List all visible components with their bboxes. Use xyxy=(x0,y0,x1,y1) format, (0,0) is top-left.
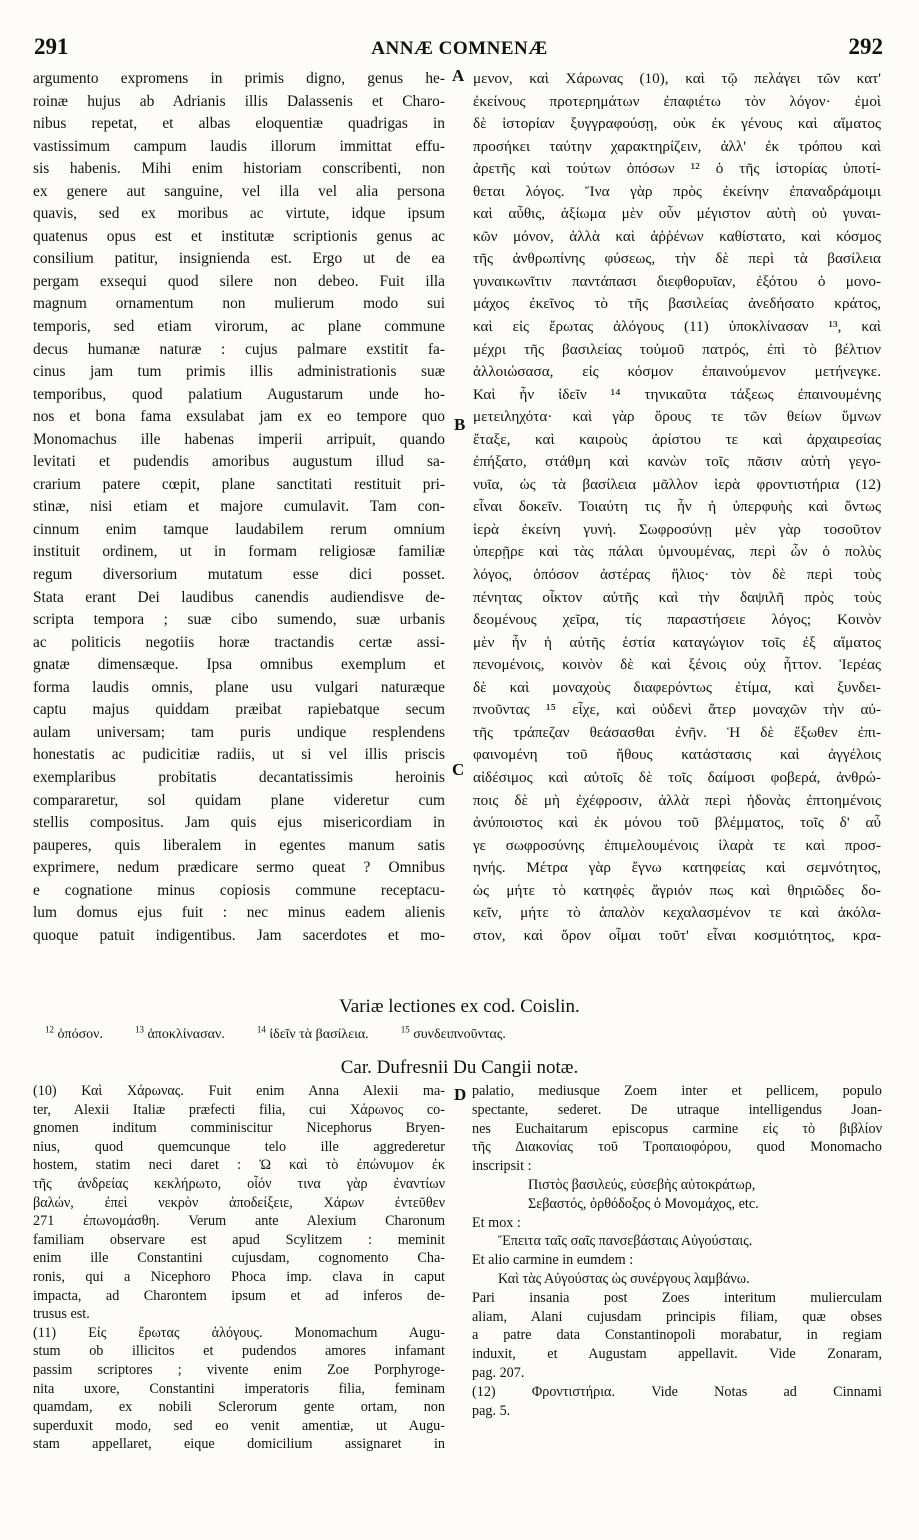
text-line: temporis, sed etiam virorum, ac plane commune xyxy=(33,318,445,336)
text-line: e cognatione minus copiosis commune receptacu- xyxy=(33,881,445,899)
variant-number: 14 xyxy=(256,1024,266,1034)
section-marker-a: A xyxy=(452,66,465,85)
variant-reading xyxy=(134,1024,225,1042)
text-line: κεῖν, μήτε τὸ ἁπαλὸν κεχαλασμένον τε καὶ ἀκόλα- xyxy=(473,904,881,922)
text-line: quavis, sed ex moribus ac virtute, idque ipsum xyxy=(33,205,445,223)
variant-text: ἀποκλίνασαν. xyxy=(147,1026,225,1042)
note-line: Et alio carmine in eumdem : xyxy=(472,1252,634,1269)
text-line: τῆς τράπεζαν θεάσασθαι ἐνῆν. Ἡ δὲ ἔξωθεν ἐπι- xyxy=(473,723,881,741)
text-line: γε σωφροσύνης ἐπιμελουμένοις ἱλαρὰ τε καὶ προσ- xyxy=(473,836,881,854)
note-line: nita uxore, Constantini imperatoris filia, feminam xyxy=(33,1380,445,1397)
text-line: instituit ordinem, ut in formam religiosæ familiæ xyxy=(33,543,445,561)
text-line: compararetur, sol quidam plane videretur cum xyxy=(33,791,445,809)
latin-text-column xyxy=(33,68,445,947)
text-line: roinæ hujus ab Adrianis illis Dalassenis et Charo- xyxy=(33,92,445,110)
text-line: ὡς μήτε τὸ κατηφὲς ἄγριόν πως καὶ θηριῶδες δο- xyxy=(473,881,881,899)
text-line: lum domus ejus fuit : nec minus eadem alienis xyxy=(33,904,445,922)
text-line: πένητας οἶκτον αὐτῆς καὶ τὴν δαψιλῆ πρὸς τοὺς xyxy=(473,588,881,606)
note-line: ter, Alexii Italiæ præfecti filia, cui Χάρωνος co- xyxy=(33,1101,445,1118)
note-line: quamdam, ex nobili Sclerorum gente ortam, non xyxy=(33,1399,445,1416)
text-line: λόγος, ὁπόσον ἀστέρας ἥλιος· τὸν δὲ περὶ τοὺς xyxy=(473,566,881,584)
text-line: argumento expromens in primis digno, genus he- xyxy=(33,70,445,87)
note-line: passim scriptores ; vivente enim Zoe Porphyroge- xyxy=(33,1361,445,1378)
text-line: pauperes, quis liberalem in egentes manum satis xyxy=(33,836,445,854)
note-line: pag. 5. xyxy=(472,1402,511,1419)
notes-heading: Car. Dufresnii Du Cangii notæ. xyxy=(340,1057,579,1078)
text-line: stellis compositus. Jam quis ejus misericordiam in xyxy=(33,814,445,832)
text-line: scripta tempora ; suæ cibo sumendo, suæ urbanis xyxy=(33,611,445,629)
text-line: honestatis ac pudicitiæ radiis, ut si vel illis priscis xyxy=(33,746,445,764)
text-line: μάχος ἐκεῖνος τὸ τῆς βασιλείας ἀνεδήσατο κράτος, xyxy=(473,295,881,313)
note-line: superduxit modo, sed eo venit amentiæ, ut Augu- xyxy=(33,1417,445,1434)
note-line: a patre data Constantinopoli morabatur, in regiam xyxy=(472,1327,882,1344)
note-line: gnomen inditum comminiscitur Nicephorus Bryen- xyxy=(33,1120,445,1137)
text-line: quoque patuit indigentibus. Jam sacerdotes et mo- xyxy=(33,926,445,944)
text-line: καὶ εἰς ἔρωτας ἀλόγους (11) ὑποκλίνασαν ¹³, καὶ xyxy=(473,318,881,336)
text-line: nos et bona fama exsulabat jam ex eo tempore quo xyxy=(33,408,445,426)
text-line: magnum ornamentum non mulierum modo sui xyxy=(33,295,445,313)
text-line: μὲν ἦν ἡ αὐτῆς ἑστία καταγώγιον τοῖς ἐξ αἵματος xyxy=(473,633,881,651)
text-line: Stata erant Dei laudibus canendis audiendisve de- xyxy=(33,588,445,606)
text-line: aulam universam; tam puris undique resplendens xyxy=(33,723,445,741)
text-line: decus humanæ naturæ : cujus palmare exstitit fa- xyxy=(33,340,445,358)
text-line: crarium patere cœpit, plane sanctitati restituit pri- xyxy=(33,475,445,493)
text-line: θεται λόγος. Ἵνα γὰρ πρὸς ἐκείνην ἐπαναδράμοιμι xyxy=(473,182,881,200)
text-line: ἐκείνους προτερημάτων ἐπαφιέτω τὸν λόγον· ἐμοὶ xyxy=(473,92,881,110)
variant-reading xyxy=(400,1024,506,1042)
text-line: ex genere aut sanguine, vel illa vel alia persona xyxy=(33,182,445,200)
note-line: (11) Εἰς ἔρωτας ἀλόγους. Monomachum Augu- xyxy=(33,1324,445,1341)
text-line: δὲ καὶ μοναχοὺς διαφερόντως ἐτίμα, καὶ ξυνδει- xyxy=(473,678,881,696)
text-line: pergam exsequi quod silere non debeo. Fuit illa xyxy=(33,272,445,290)
text-line: γυναικωνῖτιν παντάπασι διεφθορυῖαν, ἐξότου ὁ μονο- xyxy=(473,272,881,290)
note-line: τῆς Διακονίας τοῦ Τροπαιοφόρου, quod Monomacho xyxy=(472,1139,882,1156)
text-line: captu majus quiddam præibat rapiebatque secum xyxy=(33,701,445,719)
text-line: δὲ ἱστορίαν ξυγγραφούσῃ, οὐκ ἐκ γένους καὶ αἵματος xyxy=(473,115,881,133)
note-line: Ἔπειτα ταῖς σαῖς πανσεβάσταις Αὐγούσταις. xyxy=(498,1233,753,1250)
text-line: καὶ αὖθις, ἀξίωμα μὲν οὖν μέγιστον αὐτὴ οὐ γυναι- xyxy=(473,205,881,223)
note-line: trusus est. xyxy=(33,1306,90,1323)
running-title: ANNÆ COMNENÆ xyxy=(371,38,548,59)
notes-left-column xyxy=(33,1082,445,1454)
text-line: ἀρετῆς καὶ τούτων ὁπόσων ¹² ὁ τῆς ἱστορίας ὑποτί- xyxy=(473,160,881,178)
text-line: δεομένους χεῖρα, τίς παραστήσειε λόγος; Κοινὸν xyxy=(473,611,881,629)
text-line: gnatæ dimensæque. Ipsa omnibus exemplum et xyxy=(33,656,445,674)
text-line: στον, καὶ ὅρον οἶμαι τοῦτ' εἶναι κοσμιότητος, κρα- xyxy=(473,926,881,944)
variant-number: 12 xyxy=(45,1024,54,1034)
section-marker-d: D xyxy=(454,1085,467,1104)
note-line: hostem, statim neci daret : Ὡ καὶ τὸ ἐπώνυμον ἐκ xyxy=(33,1157,445,1174)
text-line: consilium patitur, insignienda est. Ergo ut de ea xyxy=(33,250,445,268)
text-line: stinæ, nisi etiam et majore cumulavit. Tam con- xyxy=(33,498,445,516)
page-header xyxy=(30,34,889,64)
variant-text: συνδειπνοῦντας. xyxy=(413,1026,506,1042)
text-line: cinus jam tum primis illis administrationis suæ xyxy=(33,363,445,381)
note-line: βαλών, ἐπεὶ νεκρὸν ἀποδείξειε, Χάρων ἐντεῦθεν xyxy=(33,1194,445,1211)
text-line: ἀλλοιώσασα, εἰς κόσμον ἐπαινούμενον μετήνεγκε. xyxy=(473,363,881,381)
text-line: τῆς ἀνθρωπίνης φύσεως, τὴν δὲ περὶ τὰ βασίλεια xyxy=(473,250,881,268)
text-line: exprimere, nedum prædicare sermo queat ? Omnibus xyxy=(33,859,445,877)
text-line: εἶναι δοκεῖν. Τοιαύτη τις ἦν ἡ ὑπερφυὴς καὶ ὄντως xyxy=(473,498,881,516)
variant-text: ὁπόσον. xyxy=(57,1026,103,1042)
variant-text: ἰδεῖν τὰ βασίλεια. xyxy=(269,1026,369,1042)
text-line: regum diversorium mutatum esse dici posset. xyxy=(33,566,445,584)
section-marker-b: B xyxy=(454,415,466,434)
text-line: φαινομένη τοῦ ἤθους κατάστασις καὶ ἀγγέλοις xyxy=(473,746,881,764)
variae-lectiones-heading: Variæ lectiones ex cod. Coislin. xyxy=(339,996,580,1017)
note-line: nes Euchaitarum episcopus carmine εἰς τὸ βιβλίον xyxy=(472,1120,882,1137)
greek-text-column xyxy=(473,68,881,947)
text-line: ἔταξε, καὶ καιροὺς ἀρίστου τε καὶ ἀρχαιρεσίας xyxy=(473,430,881,448)
note-line: induxit, et Augustam appellavit. Vide Zonaram, xyxy=(472,1346,882,1363)
note-line: Πιστὸς βασιλεύς, εὐσεβὴς αὐτοκράτωρ, xyxy=(528,1176,756,1193)
note-line: familiam observare est apud Scylitzem : meminit xyxy=(33,1231,445,1248)
text-line: πνοῦντας ¹⁵ εἶχε, καὶ οὐδενὶ ἄτερ μοναχῶν τὴν αὐ- xyxy=(473,701,881,719)
variant-reading xyxy=(256,1024,369,1042)
text-line: ἱερὰ ἐκείνη γυνή. Σωφροσύνῃ μὲν γὰρ τοσοῦτον xyxy=(473,520,881,538)
text-line: ὑπερῇρε καὶ τὰς πάλαι ὑμνουμένας, περὶ ὧν ὁ πολὺς xyxy=(473,543,881,561)
note-line: aliam, Alani cujusdam principis filiam, quæ obses xyxy=(472,1308,882,1325)
text-line: νυῖα, ὡς τὰ βασίλεια μᾶλλον ἱερὰ φροντιστήρια (12) xyxy=(473,475,881,493)
section-marker-c: C xyxy=(452,760,465,779)
text-line: vastissimum campum laudis illorum immittat effu- xyxy=(33,137,445,155)
notes-right-column xyxy=(472,1082,882,1420)
text-line: μετειληχότα· καὶ γὰρ ὅρους τε τῶν θείων ὕμνων xyxy=(473,408,881,426)
note-line: inscripsit : xyxy=(472,1158,532,1175)
note-line: pag. 207. xyxy=(472,1364,525,1381)
text-line: exemplaribus probitatis decantatissimis heroinis xyxy=(33,768,445,786)
text-line: ac politicis negotiis horæ tractandis certæ assi- xyxy=(33,633,445,651)
text-line: κῶν μόνον, ἀλλὰ καὶ ἀῤῥένων καθίστατο, καὶ κόσμος xyxy=(473,227,881,245)
text-line: Monomachus ille habenas imperii arripuit, quando xyxy=(33,430,445,448)
text-line: cinnum enim tamque laudabilem rerum omnium xyxy=(33,520,445,538)
note-line: 271 ἐπωνομάσθη. Verum ante Alexium Charonum xyxy=(33,1213,445,1230)
text-line: nibus repetat, et albas eloquentiæ quadrigas in xyxy=(33,115,445,133)
page-number-right: 292 xyxy=(848,34,883,59)
text-line: προσήκει ταύτην χαρακτηρίζειν, ἀλλ' ἐκ τρόπου καὶ xyxy=(473,137,881,155)
note-line: Et mox : xyxy=(472,1214,521,1231)
note-line: stam appellaret, eique domicilium assignaret in xyxy=(33,1436,445,1453)
note-line: spectante, sederet. De utraque intelligendus Joan- xyxy=(472,1101,882,1118)
text-line: quatenus opus est et institutæ scriptionis genus ac xyxy=(33,227,445,245)
text-line: ηνής. Μέτρα γὰρ ἔγνω κατηφείας καὶ σεμνότητος, xyxy=(473,859,881,877)
note-line: ronis, qui a Nicephoro Phoca imp. clava in caput xyxy=(33,1268,445,1285)
note-line: impacta, ad Charontem ipsum et ad inferos de- xyxy=(33,1287,445,1304)
text-line: αἰδέσιμος καὶ αὐτοῖς δὲ τοῖς δαίμοσι φοβερά, ἀνθρώ- xyxy=(473,768,881,786)
text-line: ἐπήξατο, στάθμη καὶ κανὼν τοῖς πᾶσιν αὐτὴ γεγο- xyxy=(473,453,881,471)
note-line: Καὶ τὰς Αὐγούστας ὡς συνέργους λαμβάνω. xyxy=(498,1270,750,1287)
note-line: Pari insania post Zoes interitum mulierculam xyxy=(472,1289,882,1306)
text-line: ἀνύποιστος καὶ ἐκ μόνου τοῦ βλέμματος, τοῖς δ' αὖ xyxy=(473,814,881,832)
text-line: sis habenis. Mihi enim historiam conscribenti, non xyxy=(33,160,445,178)
text-line: forma laudis omnis, plane usu vulgari naturæque xyxy=(33,678,445,696)
text-line: ποις δὲ μὴ ἐχέφροσιν, ἀλλὰ περὶ ἡδονὰς ἐπτοημένοις xyxy=(473,791,881,809)
text-line: levitati et pudendis amoribus augustum illud sa- xyxy=(33,453,445,471)
note-line: enim ille Constantini cujusdam, cognomento Cha- xyxy=(33,1250,445,1267)
note-line: stum ob illicitos et pudendos amores infamant xyxy=(33,1343,445,1360)
text-line: μέχρι τῆς βασιλείας τοὐμοῦ πατρός, ἐπὶ τὸ βέλτιον xyxy=(473,340,881,358)
note-line: nius, quod quemcunque telo ille aggrederetur xyxy=(33,1138,445,1155)
text-line: temporibus, quod palatium Augustarum unde ho- xyxy=(33,385,445,403)
note-line: (10) Καὶ Χάρωνας. Fuit enim Anna Alexii ma- xyxy=(33,1083,445,1099)
text-line: μενον, καὶ Χάρωνας (10), καὶ τῷ πελάγει τῶν κατ' xyxy=(473,70,881,87)
variant-number: 15 xyxy=(400,1024,410,1034)
variant-readings xyxy=(45,1024,865,1043)
note-line: (12) Φροντιστήρια. Vide Notas ad Cinnami xyxy=(472,1383,882,1400)
variant-reading xyxy=(45,1024,103,1042)
note-line: palatio, mediusque Zoem inter et pellicem, populo xyxy=(472,1083,882,1099)
text-line: πενομένοις, κοινὸν δὲ καὶ ξένοις οὐχ ἧττον. Ἱερέας xyxy=(473,656,881,674)
variant-number: 13 xyxy=(134,1024,144,1034)
text-line: Καὶ ἦν ἰδεῖν ¹⁴ τηνικαῦτα τάξεως ἐπαινουμένης xyxy=(473,385,881,403)
note-line: Σεβαστός, ὀρθόδοξος ὁ Μονομάχος, etc. xyxy=(528,1195,759,1212)
note-line: τῆς ἀνδρείας κεκλήρωτο, οἷόν τινα γὰρ ἐναντίων xyxy=(33,1175,445,1192)
page-number-left: 291 xyxy=(34,34,69,59)
